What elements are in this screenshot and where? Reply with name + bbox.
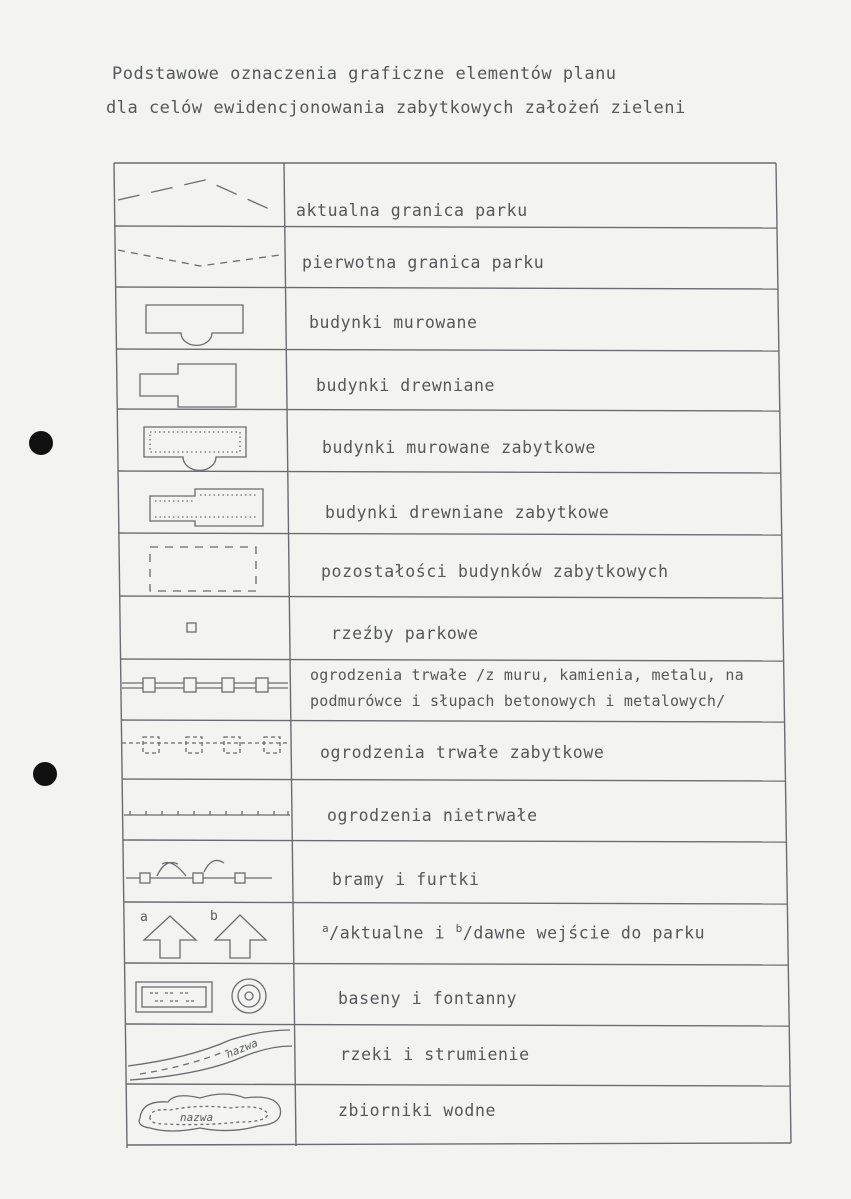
label-rivers-streams: rzeki i strumienie [340,1045,530,1064]
masonry-building-symbol [146,305,243,345]
wooden-building-symbol [140,364,236,407]
gates-symbol [126,860,272,883]
historic-wooden-building-symbol [150,489,263,526]
historic-permanent-fence-symbol [122,737,288,753]
document-title-line-1: Podstawowe oznaczenia graficzne elementów planu [112,64,617,84]
entrance-marker-a: a [140,910,148,925]
lake-name-label: nazwa [180,1111,214,1124]
current-park-boundary-symbol [118,180,278,213]
label-historic-masonry-buildings: budynki murowane zabytkowe [322,438,596,457]
entrance-label-current: /aktualne i [329,923,456,943]
label-historic-permanent-fences: ogrodzenia trwałe zabytkowe [320,743,605,762]
entrance-marker-b: b [210,909,218,924]
park-sculpture-symbol [187,623,196,632]
label-park-sculptures: rzeźby parkowe [331,624,479,643]
temporary-fence-symbol [124,811,290,815]
original-park-boundary-symbol [118,250,280,266]
label-wooden-buildings: budynki drewniane [316,376,496,395]
label-masonry-buildings: budynki murowane [309,313,478,332]
entrance-label-former: /dawne wejście do parku [462,923,706,943]
label-historic-wooden-buildings: budynki drewniane zabytkowe [325,503,610,522]
label-permanent-fences-line-2: podmurówce i słupach betonowych i metalowych/ [310,692,726,710]
label-historic-building-remains: pozostałości budynków zabytkowych [321,562,669,581]
entrance-label-marker-b: b [455,922,463,935]
river-name-label: nazwa [224,1036,260,1061]
label-current-park-boundary: aktualna granica parku [296,201,528,220]
label-water-bodies: zbiorniki wodne [338,1101,497,1120]
label-temporary-fences: ogrodzenia nietrwałe [327,806,538,825]
label-original-park-boundary: pierwotna granica parku [302,253,545,272]
label-pools-fountains: baseny i fontanny [338,989,518,1008]
label-permanent-fences-line-1: ogrodzenia trwałe /z muru, kamienia, metalu, na [310,666,744,684]
pools-fountains-symbol [136,979,266,1013]
historic-building-remains-symbol [150,547,256,591]
label-gates: bramy i furtki [332,870,480,889]
entrance-label-marker-a: a [322,922,330,935]
label-entrances [322,922,705,943]
river-symbol [128,1030,292,1080]
entrance-arrows-symbol [144,915,266,958]
historic-masonry-building-symbol [144,427,246,470]
permanent-fence-symbol [122,678,288,692]
document-title-line-2: dla celów ewidencjonowania zabytkowych założeń zieleni [106,98,686,118]
